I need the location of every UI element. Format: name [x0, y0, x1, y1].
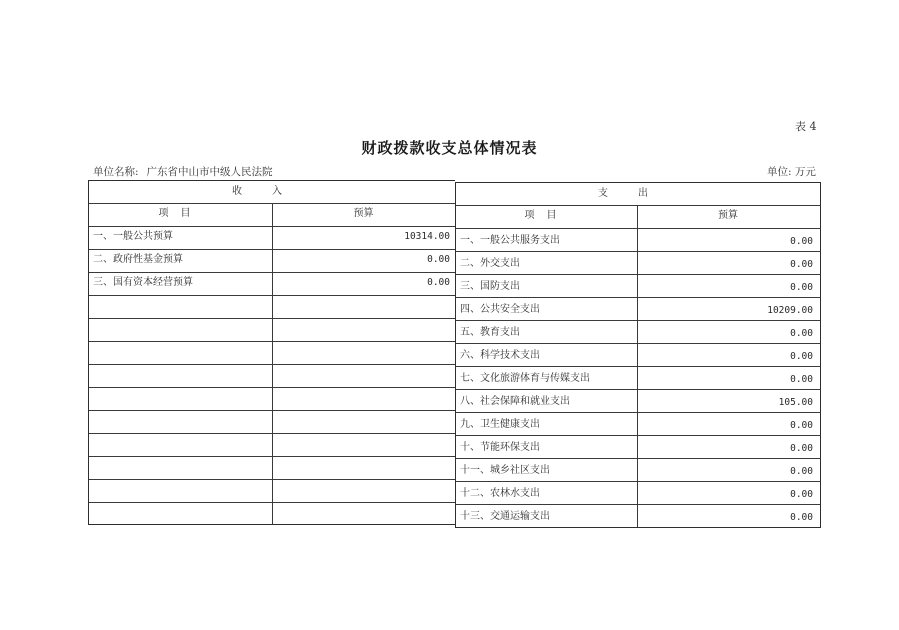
unit-name: 广东省中山市中级人民法院	[146, 166, 273, 178]
expense-budget: 0.00	[790, 466, 813, 477]
expense-budget: 105.00	[778, 397, 813, 408]
expense-budget: 0.00	[790, 489, 813, 500]
income-col-budget-header: 预算	[353, 208, 374, 219]
income-item: 一、一般公共预算	[93, 231, 173, 242]
unit-label: 单位名称:	[93, 166, 139, 178]
expense-item: 七、文化旅游体育与传媒支出	[460, 373, 590, 384]
income-col-item-header: 项目	[158, 208, 203, 219]
expense-table	[455, 182, 821, 528]
expense-budget: 10209.00	[767, 305, 813, 316]
income-budget: 0.00	[427, 277, 450, 288]
expense-budget: 0.00	[790, 236, 813, 247]
expense-item: 一、一般公共服务支出	[460, 235, 560, 246]
expense-item: 十二、农林水支出	[460, 488, 540, 499]
income-item: 二、政府性基金预算	[93, 254, 183, 265]
expense-item: 五、教育支出	[460, 327, 520, 338]
expense-item: 四、公共安全支出	[460, 304, 540, 315]
expense-col-item-header: 项目	[524, 210, 569, 221]
expense-section-header: 支出	[598, 188, 678, 199]
expense-budget: 0.00	[790, 512, 813, 523]
unit-info	[93, 164, 273, 179]
expense-budget: 0.00	[790, 259, 813, 270]
income-table	[88, 180, 455, 525]
income-item: 三、国有资本经营预算	[93, 277, 193, 288]
expense-item: 十一、城乡社区支出	[460, 465, 550, 476]
expense-col-budget-header: 预算	[718, 210, 738, 221]
income-budget: 10314.00	[404, 231, 450, 242]
expense-item: 三、国防支出	[460, 281, 520, 292]
expense-budget: 0.00	[790, 328, 813, 339]
page-title: 财政拨款收支总体情况表	[361, 139, 538, 157]
expense-item: 十三、交通运输支出	[460, 511, 550, 522]
expense-item: 十、节能环保支出	[460, 442, 540, 453]
expense-budget: 0.00	[790, 374, 813, 385]
expense-item: 九、卫生健康支出	[460, 419, 540, 430]
expense-budget: 0.00	[790, 420, 813, 431]
expense-item: 八、社会保障和就业支出	[460, 396, 570, 407]
expense-budget: 0.00	[790, 351, 813, 362]
expense-budget: 0.00	[790, 282, 813, 293]
table-number: 表 4	[795, 120, 817, 133]
currency-unit: 单位: 万元	[767, 166, 816, 178]
expense-item: 六、科学技术支出	[460, 350, 540, 361]
expense-item: 二、外交支出	[460, 258, 520, 269]
expense-budget: 0.00	[790, 443, 813, 454]
income-budget: 0.00	[427, 254, 450, 265]
income-section-header: 收入	[232, 186, 312, 197]
